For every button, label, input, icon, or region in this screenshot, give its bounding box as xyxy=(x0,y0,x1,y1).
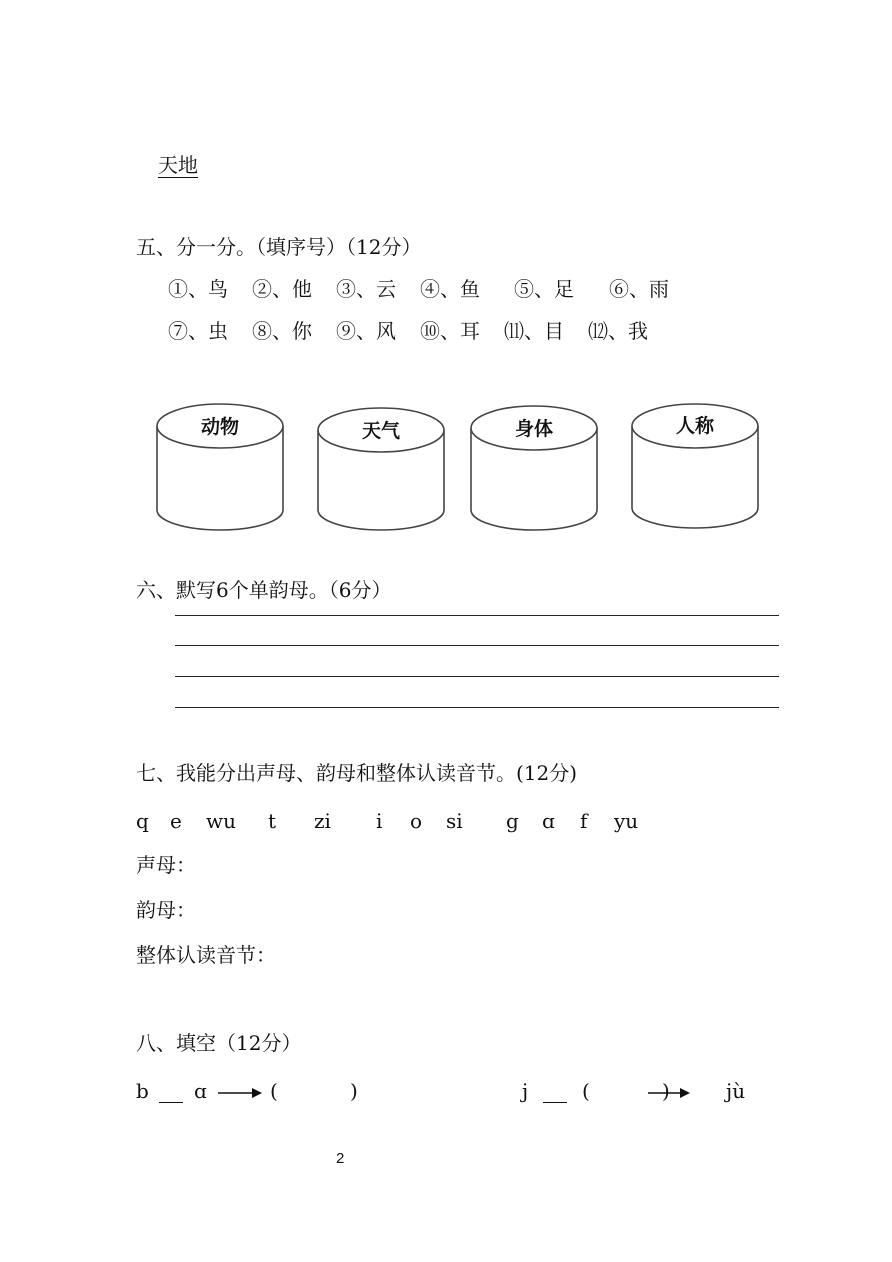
section6-title: 六、默写6个单韵母。（6分） xyxy=(136,578,392,602)
right-syllable: jù xyxy=(726,1079,746,1103)
drum-weather xyxy=(316,400,446,534)
section5-title: 五、分一分。（填序号）（12分） xyxy=(136,235,422,259)
option-item: ⑩、耳 xyxy=(420,319,480,343)
pinyin-item: ɑ xyxy=(542,809,555,833)
paren-open: ( xyxy=(582,1079,590,1103)
pinyin-item: o xyxy=(410,809,423,833)
option-item: ⑾、目 xyxy=(504,319,564,343)
pinyin-item: e xyxy=(170,809,182,833)
option-item: ②、他 xyxy=(252,277,312,301)
label-whole-syllables: 整体认读音节： xyxy=(136,943,276,967)
page-number: 2 xyxy=(336,1150,345,1167)
section7-title: 七、我能分出声母、韵母和整体认读音节。(12分) xyxy=(136,761,578,785)
paren-open: ( xyxy=(270,1079,278,1103)
blank-line xyxy=(543,1080,567,1103)
arrow-right-icon xyxy=(648,1086,690,1100)
option-item: ③、云 xyxy=(336,277,396,301)
paren-close: ) xyxy=(662,1079,670,1103)
right-initial: j xyxy=(522,1079,529,1103)
left-final: ɑ xyxy=(194,1079,207,1103)
drum-label: 天气 xyxy=(361,420,400,442)
drum-label: 动物 xyxy=(200,416,239,438)
fill-row xyxy=(136,1078,856,1108)
pinyin-item: f xyxy=(580,809,588,833)
option-item: ⑦、虫 xyxy=(168,319,228,343)
pinyin-row xyxy=(136,808,736,834)
option-item: ⑥、雨 xyxy=(609,277,669,301)
drum-pronouns xyxy=(630,400,760,534)
drum-label: 身体 xyxy=(514,418,553,440)
top-word xyxy=(136,152,202,178)
drum-label: 人称 xyxy=(675,415,714,437)
left-initial: b xyxy=(136,1079,149,1103)
label-finals: 韵母： xyxy=(136,898,196,922)
pinyin-item: g xyxy=(506,809,519,833)
writing-line xyxy=(175,645,779,646)
writing-line xyxy=(175,707,779,708)
pinyin-item: zi xyxy=(314,809,331,833)
top-word-text: 天地 xyxy=(158,153,198,177)
option-item: ⑤、足 xyxy=(514,277,574,301)
pinyin-item: wu xyxy=(206,809,236,833)
pinyin-item: i xyxy=(376,809,383,833)
drum-animals xyxy=(155,400,285,534)
option-item: ⑧、你 xyxy=(252,319,312,343)
pinyin-item: yu xyxy=(614,809,639,833)
drum-body xyxy=(469,400,599,534)
pinyin-item: si xyxy=(446,809,463,833)
option-item: ①、鸟 xyxy=(168,277,228,301)
section8-title: 八、填空（12分） xyxy=(136,1031,302,1055)
writing-line xyxy=(175,615,779,616)
pinyin-item: t xyxy=(268,809,277,833)
blank-line xyxy=(159,1080,183,1103)
arrow-right-icon xyxy=(218,1086,262,1100)
paren-close: ) xyxy=(350,1079,358,1103)
option-item: ④、鱼 xyxy=(420,277,480,301)
label-initials: 声母： xyxy=(136,853,196,877)
writing-line xyxy=(175,676,779,677)
option-item: ⑨、风 xyxy=(336,319,396,343)
option-item: ⑿、我 xyxy=(588,319,648,343)
pinyin-item: q xyxy=(136,809,149,833)
